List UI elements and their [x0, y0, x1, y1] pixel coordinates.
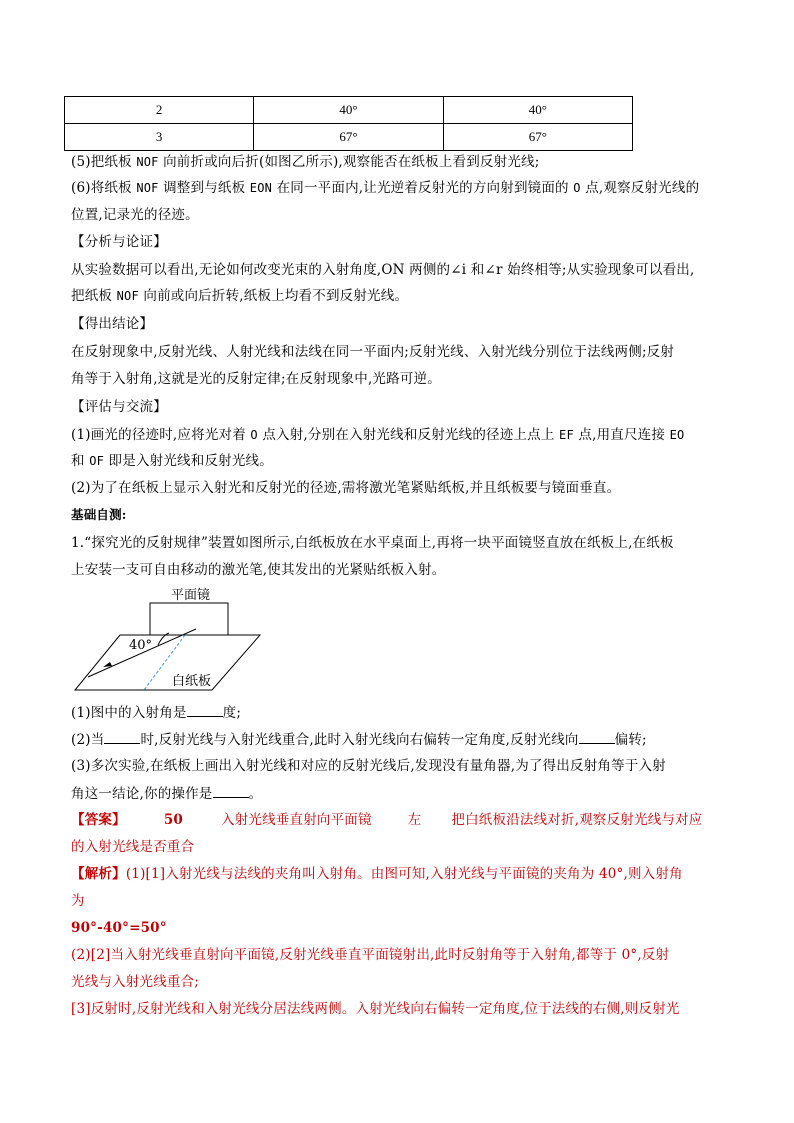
- angle-label: 40°: [129, 638, 153, 653]
- text-span: (6)将纸板: [71, 180, 137, 196]
- text-span: 调整到与纸板: [158, 180, 250, 196]
- step-5-text: [71, 152, 731, 172]
- conclusion-line: 角等于入射角,这就是光的反射定律;在反射现象中,光路可逆。: [71, 371, 441, 387]
- text-span: 即是入射光线和反射光线。: [104, 453, 273, 469]
- arrow-icon: [103, 662, 112, 667]
- step-6-text: [71, 178, 731, 198]
- answer-blank[interactable]: [213, 783, 249, 798]
- text-span: (5)把纸板: [71, 154, 137, 170]
- code-span: EO: [669, 428, 685, 442]
- board-label: 白纸板: [172, 674, 212, 689]
- text-span: 度;: [222, 705, 242, 721]
- evaluation-heading: 【评估与交流】: [71, 399, 167, 415]
- code-span: O: [573, 181, 581, 195]
- reflection-apparatus-figure: [70, 585, 270, 695]
- answer-line-cont: 的入射光线是否重合: [71, 839, 195, 855]
- sub-question-3-cont: [71, 783, 731, 804]
- answer-value: 把白纸板沿法线对折,观察反射光线与对应: [451, 812, 703, 828]
- explanation-formula: 90°-40°=50°: [71, 920, 167, 936]
- text-span: 和: [71, 453, 90, 469]
- table-cell: 67°: [443, 124, 632, 151]
- table-cell: 67°: [254, 124, 443, 151]
- code-span: O: [250, 428, 258, 442]
- code-span: NOF: [136, 155, 159, 169]
- answer-value: 50: [163, 812, 183, 828]
- text-span: 把纸板: [71, 288, 117, 304]
- text-span: 偏转;: [614, 732, 647, 748]
- answer-value: 左: [407, 812, 422, 828]
- question-1-text: 1.“探究光的反射规律”装置如图所示,白纸板放在水平桌面上,再将一块平面镜竖直放在纸板上,在纸板: [71, 535, 674, 551]
- text-span: 。: [248, 786, 263, 802]
- plane-mirror-shape: [150, 603, 228, 635]
- table-cell: 3: [65, 124, 254, 151]
- explanation-line: 为: [71, 893, 85, 909]
- evaluation-line: [71, 425, 731, 445]
- text-span: (1)[1]入射光线与法线的夹角叫入射角。由图可知,入射光线与平面镜的夹角为 40°,则入射角: [125, 866, 683, 882]
- text-span: 点入射,分别在入射光线和反射光线的径迹上点上: [257, 427, 560, 443]
- explanation-label: 【解析】: [71, 866, 126, 882]
- text-span: (1)图中的入射角是: [71, 705, 187, 721]
- explanation-line: [3]反射时,反射光线和入射光线分居法线两侧。入射光线向右偏转一定角度,位于法线的右侧,则反射光: [71, 1001, 680, 1017]
- text-span: 在同一平面内,让光逆着反射光的方向射到镜面的: [272, 180, 574, 196]
- table-cell: 2: [65, 97, 254, 124]
- code-span: OF: [89, 454, 105, 468]
- answer-line: [71, 810, 731, 830]
- text-span: (1)画光的径迹时,应将光对着: [71, 427, 251, 443]
- explanation-line: (2)[2]当入射光线垂直射向平面镜,反射光线垂直平面镜射出,此时反射角等于入射角,都等于 0°,反射: [71, 947, 670, 963]
- evaluation-line: (2)为了在纸板上显示入射光和反射光的径迹,需将激光笔紧贴纸板,并且纸板要与镜面垂直。: [71, 480, 621, 496]
- table-row: [65, 97, 633, 124]
- table-row: [65, 124, 633, 151]
- analysis-heading: 【分析与论证】: [71, 234, 167, 250]
- text-span: 点,观察反射光线的: [580, 180, 700, 196]
- sub-question-1: [71, 702, 731, 723]
- explanation-line: [71, 864, 731, 884]
- text-span: 时,反射光线与入射光线重合,此时入射光线向右偏转一定角度,反射光线向: [140, 732, 579, 748]
- white-board-shape: [75, 635, 260, 690]
- step-6-text-cont: 位置,记录光的径迹。: [71, 207, 199, 223]
- table-cell: 40°: [443, 97, 632, 124]
- explanation-line: 光线与入射光线重合;: [71, 974, 200, 990]
- text-span: (2)当: [71, 732, 105, 748]
- code-span: EF: [559, 428, 574, 442]
- answer-label: 【答案】: [71, 812, 126, 828]
- answer-blank[interactable]: [187, 702, 223, 717]
- text-span: 向前折或向后折(如图乙所示),观察能否在纸板上看到反射光线;: [158, 154, 540, 170]
- incident-ray: [88, 629, 196, 677]
- analysis-line: 从实验数据可以看出,无论如何改变光束的入射角度,ON 两侧的∠i 和∠r 始终相等;从实验现象可以看出,: [71, 262, 695, 278]
- answer-blank[interactable]: [579, 729, 615, 744]
- experiment-data-table: [64, 96, 633, 151]
- sub-question-2: [71, 729, 731, 750]
- code-span: NOF: [116, 289, 139, 303]
- conclusion-line: 在反射现象中,反射光线、人射光线和法线在同一平面内;反射光线、入射光线分别位于法线两侧;反射: [71, 344, 675, 360]
- evaluation-line: [71, 451, 731, 471]
- code-span: NOF: [136, 181, 159, 195]
- sub-question-3: (3)多次实验,在纸板上画出入射光线和对应的反射光线后,发现没有量角器,为了得出反射角等于入射: [71, 758, 666, 774]
- mirror-label: 平面镜: [171, 588, 211, 603]
- self-test-heading: 基础自测:: [71, 507, 127, 522]
- text-span: 角这一结论,你的操作是: [71, 786, 213, 802]
- text-span: 向前或向后折转,纸板上均看不到反射光线。: [138, 288, 409, 304]
- analysis-line: [71, 286, 731, 306]
- table-cell: 40°: [254, 97, 443, 124]
- answer-blank[interactable]: [104, 729, 140, 744]
- conclusion-heading: 【得出结论】: [71, 316, 154, 332]
- answer-value: 入射光线垂直射向平面镜: [221, 812, 372, 828]
- text-span: 点,用直尺连接: [573, 427, 670, 443]
- question-1-text-cont: 上安装一支可自由移动的激光笔,使其发出的光紧贴纸板入射。: [71, 562, 446, 578]
- code-span: EON: [249, 181, 273, 195]
